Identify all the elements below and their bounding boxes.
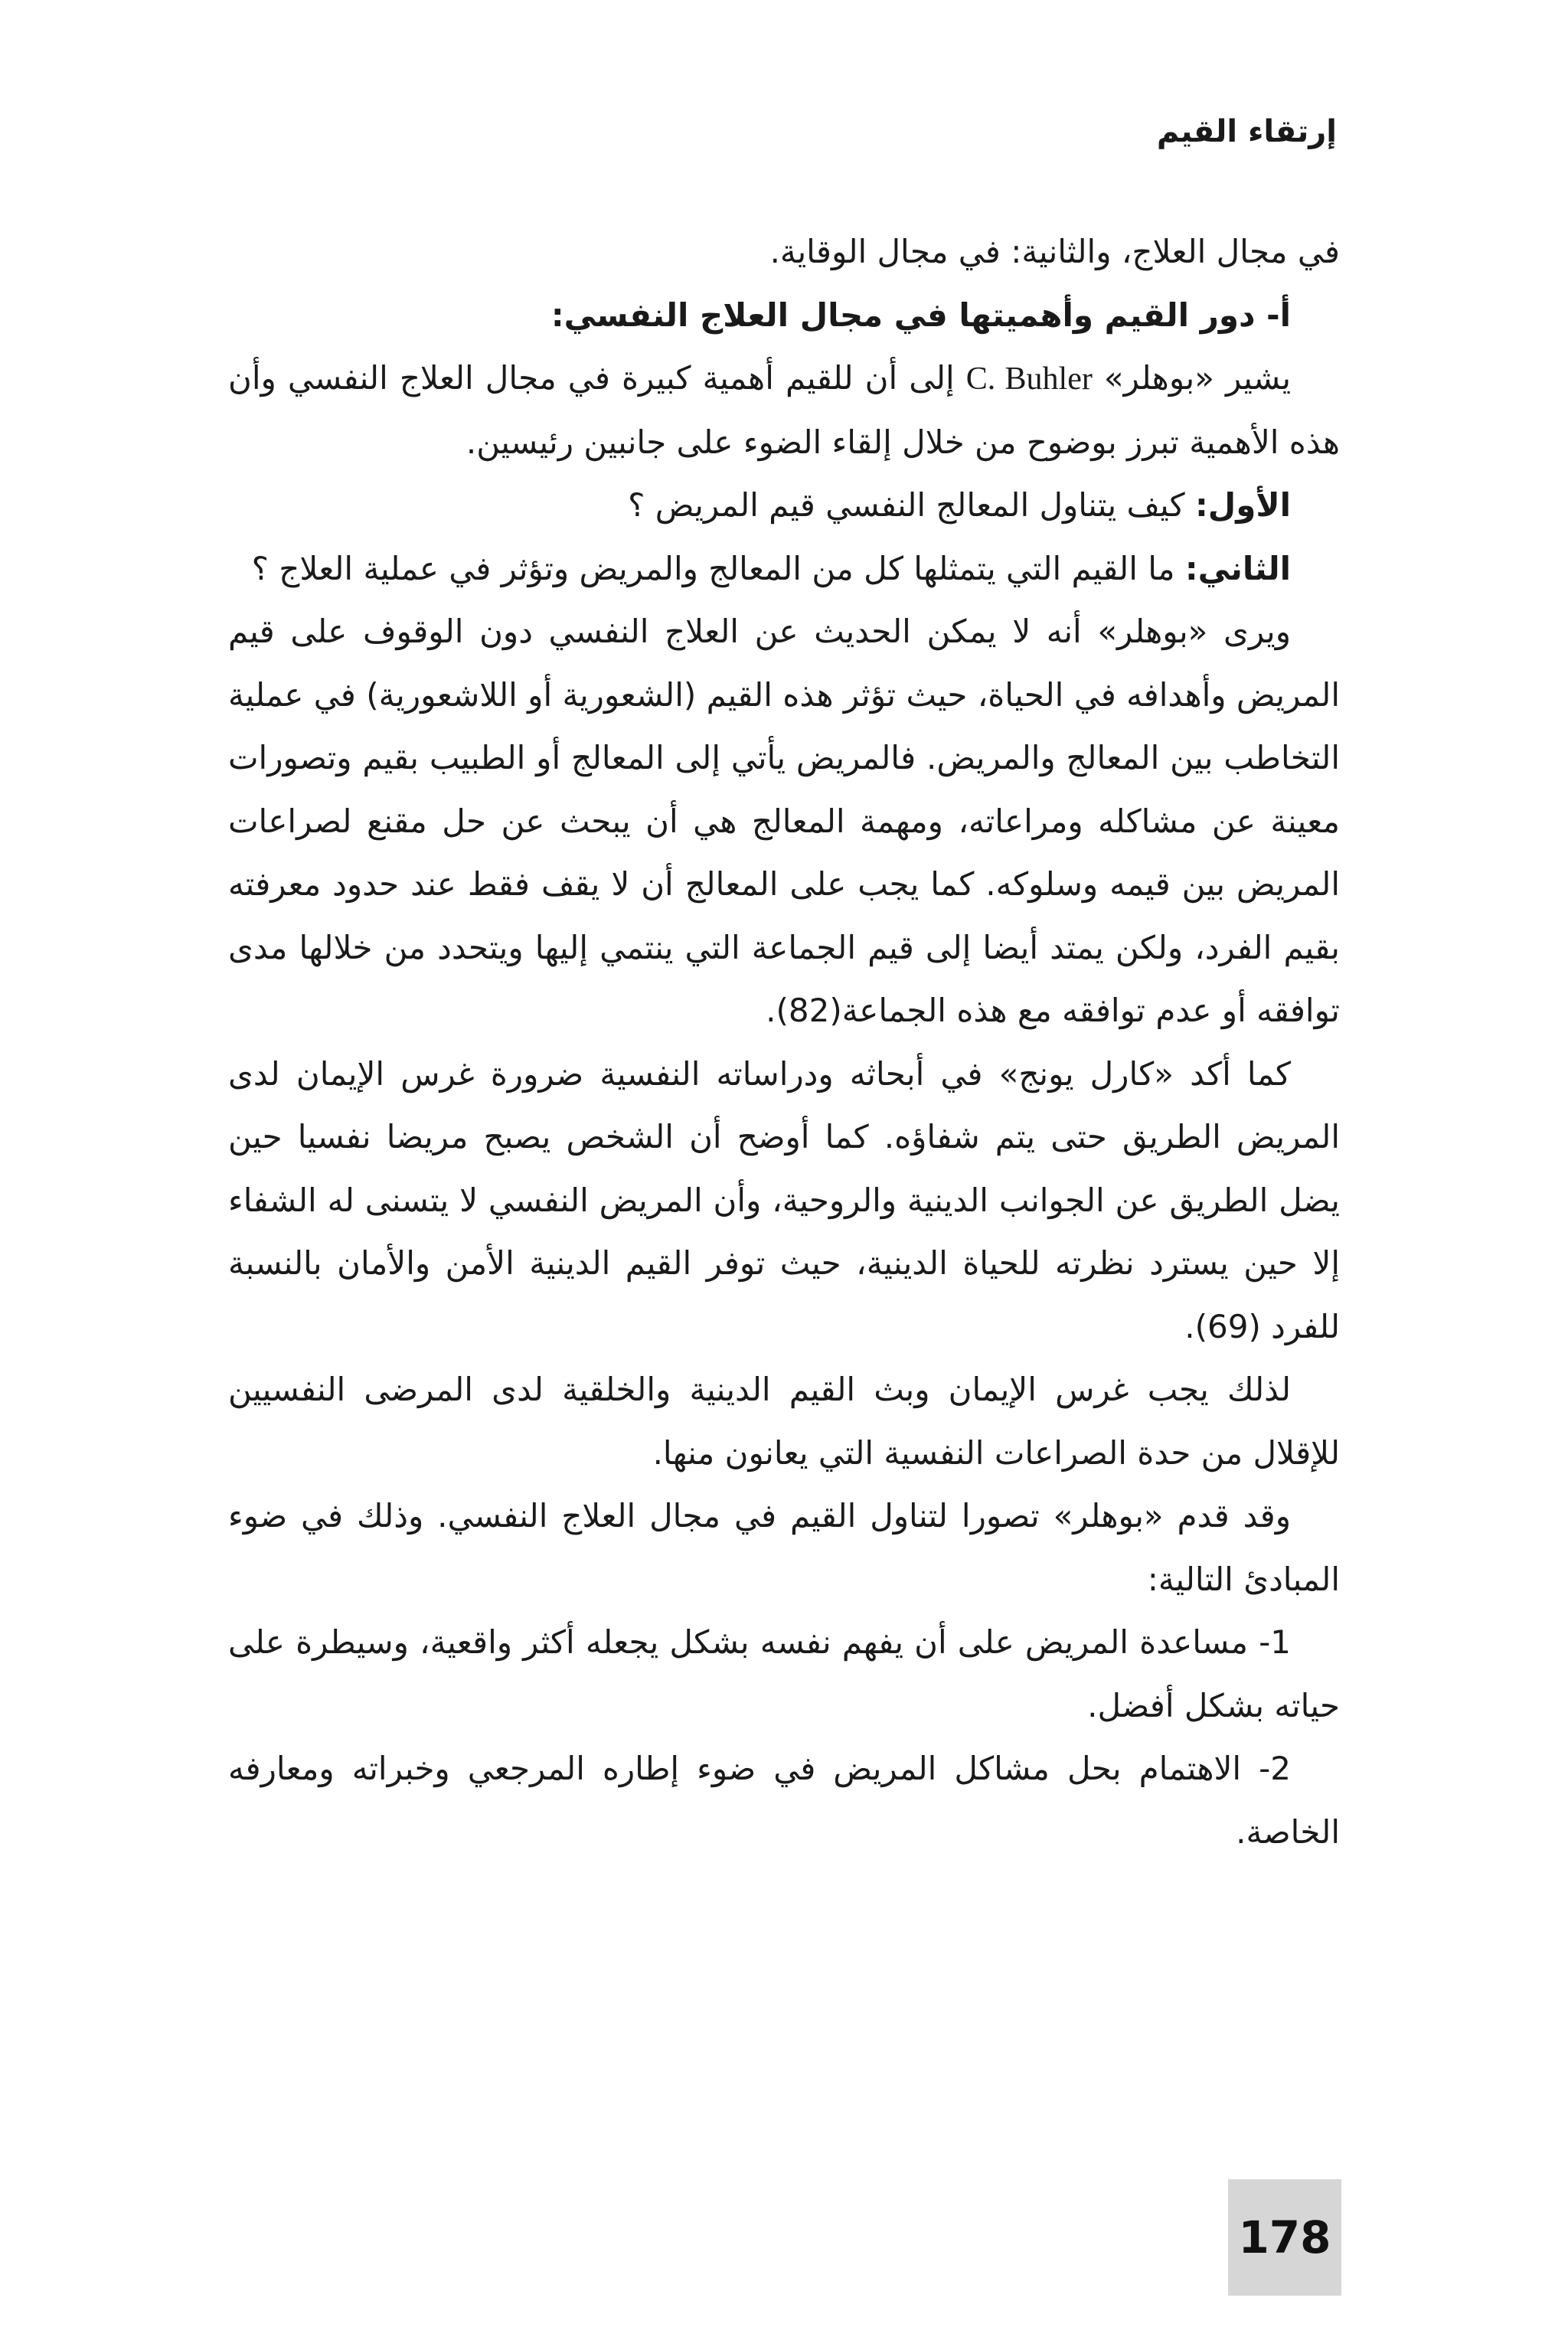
paragraph-buhler-start: يشير «بوهلر» — [1092, 359, 1292, 397]
paragraph-buhler-end: إلى أن للقيم أهمية كبيرة في مجال العلاج النفسي وأن هذه الأهمية تبرز بوضوح من خلال إلقاء الضوء على جانبين رئيسين. — [228, 359, 1340, 461]
paragraph-buhler-view: ويرى «بوهلر» أنه لا يمكن الحديث عن العلاج النفسي دون الوقوف على قيم المريض وأهدافه في الحياة، حيث تؤثر هذه القيم (الشعورية أو اللاشعورية) في عملية التخاطب بين المعالج والمريض. فالمريض يأتي إلى المعالج أو الطبيب بقيم وتصورات معينة عن مشاكله ومراعاته، ومهمة المعالج هي أن يبحث عن حل مقنع لصراعات المريض بين قيمه وسلوكه. كما يجب على المعالج أن لا يقف فقط عند حدود معرفته بقيم الفرد، ولكن يمتد أيضا إلى قيم الجماعة التي ينتمي إليها ويتحدد من خلالها مدى توافقه أو عدم توافقه مع هذه الجماعة(82). — [228, 613, 1340, 1029]
section-heading: أ- دور القيم وأهميتها في مجال العلاج النفسي: — [550, 296, 1291, 334]
list-item-1: 1- مساعدة المريض على أن يفهم نفسه بشكل يجعله أكثر واقعية، وسيطرة على حياته بشكل أفضل. — [228, 1623, 1340, 1724]
paragraph-continuation: في مجال العلاج، والثانية: في مجال الوقاية. — [769, 233, 1340, 270]
point-second-label: الثاني: — [1184, 549, 1291, 587]
page-number-box — [1228, 2179, 1341, 2296]
point-first — [228, 474, 1340, 538]
page-number: 178 — [1238, 2211, 1331, 2263]
point-first-label: الأول: — [1194, 486, 1291, 524]
point-second — [228, 538, 1340, 601]
point-second-text: ما القيم التي يتمثلها كل من المعالج والمريض وتؤثر في عملية العلاج ؟ — [251, 549, 1185, 587]
paragraph-buhler-intro — [228, 347, 1340, 474]
latin-name: C. Buhler — [965, 361, 1093, 397]
point-first-text: كيف يتناول المعالج النفسي قيم المريض ؟ — [628, 486, 1195, 524]
paragraph-principles-intro: وقد قدم «بوهلر» تصورا لتناول القيم في مجال العلاج النفسي. وذلك في ضوء المبادئ التالية: — [228, 1497, 1340, 1598]
page-body — [228, 221, 1340, 1864]
paragraph-conclusion: لذلك يجب غرس الإيمان وبث القيم الدينية والخلقية لدى المرضى النفسيين للإقلال من حدة الصراعات النفسية التي يعانون منها. — [228, 1371, 1340, 1472]
list-item-2: 2- الاهتمام بحل مشاكل المريض في ضوء إطاره المرجعي وخبراته ومعارفه الخاصة. — [228, 1750, 1340, 1851]
paragraph-jung: كما أكد «كارل يونج» في أبحاثه ودراساته النفسية ضرورة غرس الإيمان لدى المريض الطريق حتى يتم شفاؤه. كما أوضح أن الشخص يصبح مريضا نفسيا حين يضل الطريق عن الجوانب الدينية والروحية، وأن المريض النفسي لا يتسنى له الشفاء إلا حين يسترد نظرته للحياة الدينية، حيث توفر القيم الدينية الأمن والأمان بالنسبة للفرد (69). — [228, 1054, 1340, 1345]
running-header-title: إرتقاء القيم — [1156, 114, 1337, 149]
